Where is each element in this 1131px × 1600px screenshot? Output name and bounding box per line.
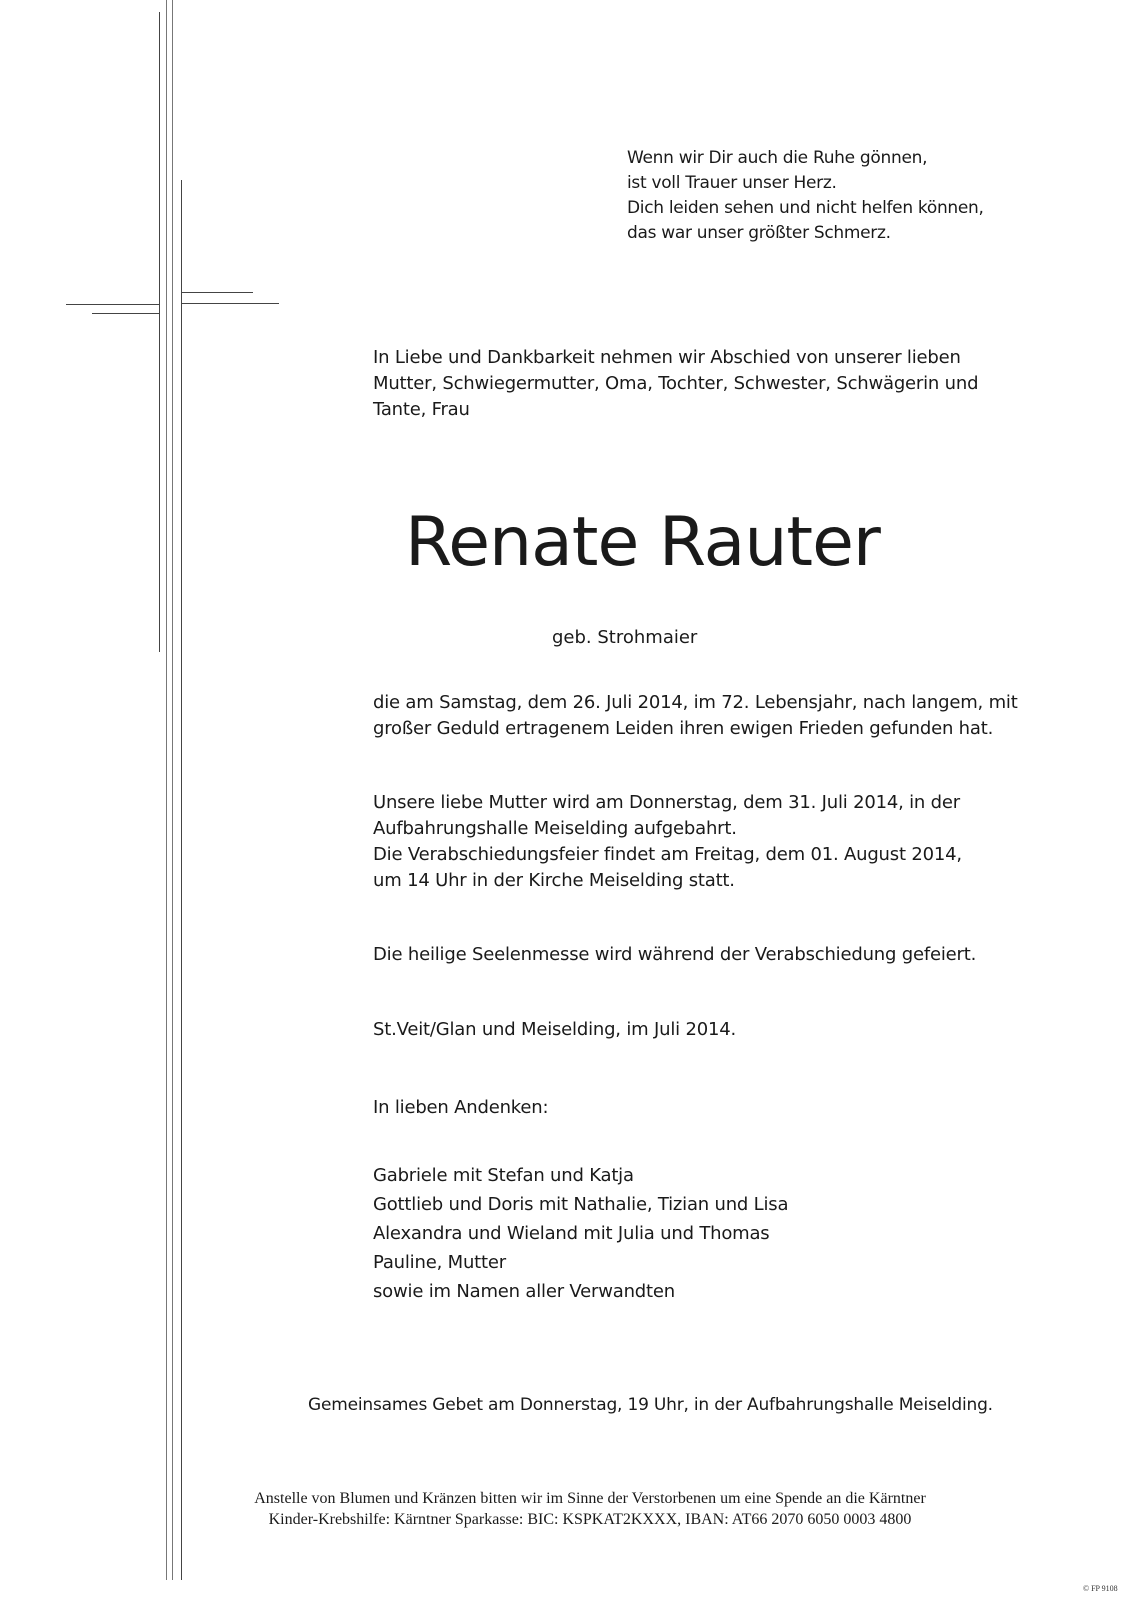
cross-arm-right-top xyxy=(181,292,253,293)
verse-line: ist voll Trauer unser Herz. xyxy=(627,173,837,193)
ceremony-line: Die Verabschiedungsfeier findet am Freitag, dem 01. August 2014, xyxy=(373,844,962,865)
cross-vertical-right-inner xyxy=(172,0,173,1580)
ceremony-line: Unsere liebe Mutter wird am Donnerstag, dem 31. Juli 2014, in der xyxy=(373,792,960,813)
death-line: die am Samstag, dem 26. Juli 2014, im 72. Lebensjahr, nach langem, mit xyxy=(373,692,1018,713)
ceremony-line: Aufbahrungshalle Meiselding aufgebahrt. xyxy=(373,818,737,839)
print-code: © FP 9108 xyxy=(1083,1584,1118,1593)
place-date xyxy=(373,1017,1013,1043)
cross-arm-left-bottom xyxy=(92,313,160,314)
verse-line: Wenn wir Dir auch die Ruhe gönnen, xyxy=(627,148,928,168)
verse-line: das war unser größter Schmerz. xyxy=(627,223,891,243)
donation-line: Kinder-Krebshilfe: Kärntner Sparkasse: BIC: KSPKAT2KXXX, IBAN: AT66 2070 6050 0003 4800 xyxy=(268,1511,912,1528)
mourner-line: sowie im Namen aller Verwandten xyxy=(373,1281,675,1302)
donation-notice xyxy=(205,1488,975,1530)
cross-arm-right-bottom xyxy=(181,303,279,304)
farewell-intro: In Liebe und Dankbarkeit nehmen wir Abschied von unserer lieben Mutter, Schwiegermutter, Oma, Tochter, Schwester, Schwägerin und Tante, Frau xyxy=(373,347,979,420)
cross-arm-left-top xyxy=(66,304,160,305)
prayer-notice: Gemeinsames Gebet am Donnerstag, 19 Uhr, in der Aufbahrungshalle Meiselding. xyxy=(308,1395,993,1415)
mourner-line: Gottlieb und Doris mit Nathalie, Tizian und Lisa xyxy=(373,1194,789,1215)
place-date-line: St.Veit/Glan und Meiselding, im Juli 2014. xyxy=(373,1019,736,1040)
ceremony-info xyxy=(373,790,1013,894)
mourner-line: Alexandra und Wieland mit Julia und Thomas xyxy=(373,1223,770,1244)
ceremony-line: um 14 Uhr in der Kirche Meiselding statt. xyxy=(373,870,735,891)
death-announcement xyxy=(373,690,1018,742)
memory-heading xyxy=(373,1095,1013,1121)
donation-line: Anstelle von Blumen und Kränzen bitten wir im Sinne der Verstorbenen um eine Spende an die Kärntner xyxy=(254,1490,926,1507)
mourner-line: Pauline, Mutter xyxy=(373,1252,506,1273)
cross-icon xyxy=(0,0,290,1600)
death-line: großer Geduld ertragenem Leiden ihren ewigen Frieden gefunden hat. xyxy=(373,718,994,739)
deceased-name: Renate Rauter xyxy=(405,503,880,582)
mass-info xyxy=(373,942,1013,968)
verse-line: Dich leiden sehen und nicht helfen können, xyxy=(627,198,984,218)
cross-vertical-right-outer xyxy=(181,180,182,1580)
birth-name: geb. Strohmaier xyxy=(552,627,698,648)
mourners-list xyxy=(373,1161,788,1306)
mourner-line: Gabriele mit Stefan und Katja xyxy=(373,1165,634,1186)
cross-vertical-left-outer xyxy=(159,12,160,652)
mass-line: Die heilige Seelenmesse wird während der Verabschiedung gefeiert. xyxy=(373,944,977,965)
memory-heading-line: In lieben Andenken: xyxy=(373,1097,549,1118)
cross-vertical-left-inner xyxy=(166,0,167,1580)
memorial-verse xyxy=(627,146,984,246)
